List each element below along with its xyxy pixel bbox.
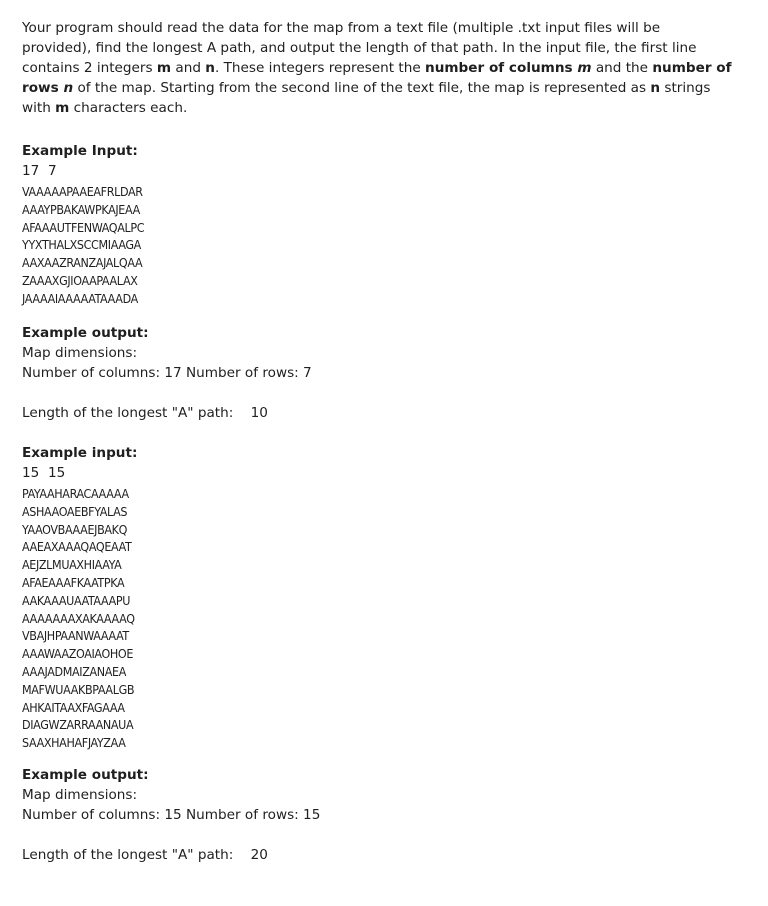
- intro-n: n: [205, 60, 215, 76]
- example-1-map: [22, 183, 144, 308]
- map-row: AAXAAZRANZAJALQAA: [22, 255, 143, 271]
- map-row: AAAJADMAIZANAEA: [22, 663, 126, 679]
- intro-paragraph: [22, 18, 732, 118]
- map-row: AEJZLMUAXHIAAYA: [22, 557, 122, 573]
- map-row: AFAAAUTFENWAQALPC: [22, 219, 145, 235]
- intro-columns-bold: number of columns m: [425, 60, 592, 76]
- intro-rows-bold: number of rows n: [22, 60, 732, 96]
- map-row: DIAGWZARRAANAUA: [22, 717, 134, 733]
- intro-text-4: of the map. Starting from the second line of the text file, the map is represented as: [73, 80, 651, 96]
- map-row: VAAAAAPAAEAFRLDAR: [22, 184, 143, 199]
- map-row: JAAAAIAAAAATAAADA: [22, 290, 138, 306]
- map-row: AAAAAAAXAKAAAAQ: [22, 610, 135, 626]
- example-2-output-label: Example output:: [22, 767, 149, 783]
- intro-m: m: [156, 60, 172, 76]
- map-row: ZAAAXGJIOAAPAALAX: [22, 272, 138, 288]
- example-1-input-label: Example Input:: [22, 143, 138, 159]
- map-row: AAAWAAZOAIAOHOE: [22, 646, 134, 662]
- map-row: AAEAXAAAQAQEAAT: [22, 539, 132, 555]
- map-row: YAAOVBAAAEJBAKQ: [22, 521, 128, 537]
- map-row: AAKAAAUAATAAAPU: [22, 592, 131, 608]
- example-1-output: [22, 323, 312, 423]
- document-page: [22, 18, 732, 863]
- intro-text-5: strings with: [22, 80, 711, 116]
- map-row: VBAJHPAANWAAAAT: [22, 628, 129, 644]
- example-2-dims: 15 15: [22, 465, 66, 481]
- intro-text-1: Your program should read the data for the map from a text file (multiple .txt input files will be provided), find the longest A path, and output the length of that path. In the input file, the first line contains 2 integers: [22, 20, 697, 76]
- example-2-counts: Number of columns: 15 Number of rows: 15: [22, 807, 321, 823]
- intro-text-3: and the: [591, 60, 653, 76]
- example-2-map: [22, 485, 137, 752]
- map-row: AAAYPBAKAWPKAJEAA: [22, 201, 140, 217]
- example-2-input: [22, 443, 137, 752]
- intro-text-6: characters each.: [69, 100, 188, 116]
- intro-n2: n: [650, 80, 661, 96]
- example-1-counts: Number of columns: 17 Number of rows: 7: [22, 365, 312, 381]
- example-1-input: [22, 141, 144, 308]
- map-row: AFAEAAAFKAATPKA: [22, 574, 125, 590]
- map-row: SAAXHAHAFJAYZAA: [22, 735, 126, 751]
- example-2-map-dimensions: Map dimensions:: [22, 787, 138, 803]
- map-row: ASHAAOAEBFYALAS: [22, 503, 128, 519]
- example-2-length: Length of the longest "A" path: 20: [22, 847, 268, 863]
- intro-text-2: . These integers represent the: [214, 60, 426, 76]
- example-1-output-label: Example output:: [22, 325, 149, 341]
- intro-m2: m: [55, 100, 70, 116]
- example-1-map-dimensions: Map dimensions:: [22, 345, 138, 361]
- example-2-output: [22, 765, 320, 865]
- example-1-length: Length of the longest "A" path: 10: [22, 405, 268, 421]
- map-row: AHKAITAAXFAGAAA: [22, 699, 125, 715]
- example-2-input-label: Example input:: [22, 445, 138, 461]
- example-1-dims: 17 7: [22, 163, 57, 179]
- map-row: PAYAAHARACAAAAA: [22, 486, 129, 501]
- map-row: MAFWUAAKBPAALGB: [22, 681, 135, 697]
- map-row: YYXTHALXSCCMIAAGA: [22, 237, 141, 253]
- intro-and: and: [171, 60, 206, 76]
